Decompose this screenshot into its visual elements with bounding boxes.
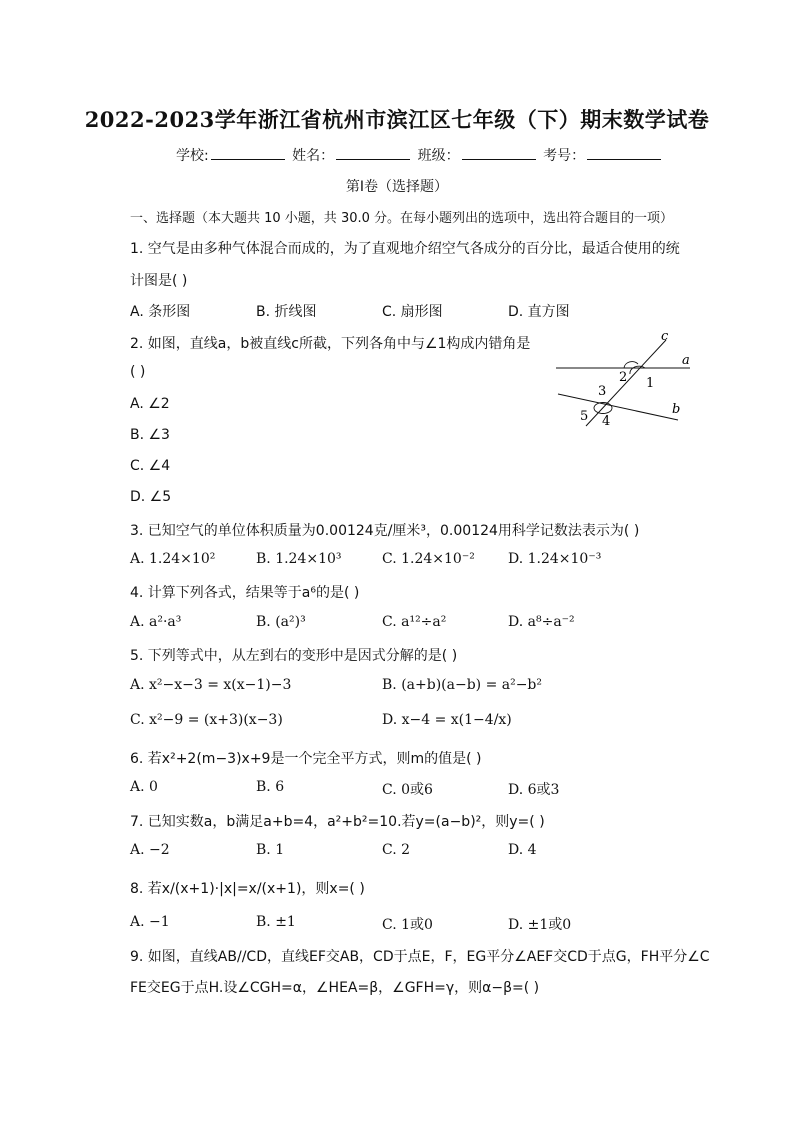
q6-option-c[interactable]: C. 0或6	[382, 782, 433, 798]
q5-text-line1: 5. 下列等式中，从左到右的变形中是因式分解的是( )	[130, 648, 458, 664]
q3-option-d[interactable]: D. 1.24×10⁻³	[508, 551, 602, 567]
q8-option-b[interactable]: B. ±1	[256, 914, 296, 930]
q1-option-a[interactable]: A. 条形图	[130, 304, 191, 320]
label-a: a	[682, 353, 690, 368]
q4-option-a[interactable]: A. a²·a³	[130, 614, 182, 630]
q1-option-b[interactable]: B. 折线图	[256, 304, 317, 320]
line-b	[558, 394, 681, 420]
q7-option-a[interactable]: A. −2	[130, 842, 170, 858]
name-blank[interactable]	[336, 147, 410, 160]
q7-option-b[interactable]: B. 1	[256, 842, 285, 858]
label-2: 2	[619, 370, 628, 385]
q8-option-d[interactable]: D. ±1或0	[508, 917, 572, 933]
class-blank[interactable]	[462, 147, 536, 160]
q2-option-a[interactable]: A. ∠2	[130, 396, 170, 412]
volume-heading: 第Ⅰ卷（选择题）	[345, 179, 449, 195]
label-4: 4	[602, 414, 611, 429]
q2-option-c[interactable]: C. ∠4	[130, 458, 171, 474]
school-label: 学校:	[176, 148, 209, 164]
q3-option-a[interactable]: A. 1.24×10²	[130, 551, 216, 567]
q2-figure	[548, 330, 698, 430]
q7-option-d[interactable]: D. 4	[508, 842, 537, 858]
q5-option-a[interactable]: A. x²−x−3 = x(x−1)−3	[130, 677, 292, 693]
q4-text-line1: 4. 计算下列各式，结果等于a⁶的是( )	[130, 585, 360, 601]
q1-option-d[interactable]: D. 直方图	[508, 304, 570, 320]
section-heading: 一、选择题（本大题共 10 小题，共 30.0 分。在每小题列出的选项中，选出符合题目的一项）	[130, 211, 674, 226]
q5-option-b[interactable]: B. (a+b)(a−b) = a²−b²	[382, 677, 543, 693]
exam-title: 2022-2023学年浙江省杭州市滨江区七年级（下）期末数学试卷	[84, 107, 710, 132]
q3-text-line1: 3. 已知空气的单位体积质量为0.00124克/厘米³，0.00124用科学记数法表示为( )	[130, 523, 640, 539]
q5-option-d[interactable]: D. x−4 = x(1−4/x)	[382, 712, 512, 728]
label-b: b	[672, 402, 681, 417]
school-blank[interactable]	[211, 147, 285, 160]
q9-text-line1: 9. 如图，直线AB//CD，直线EF交AB，CD于点E，F，EG平分∠AEF交CD于点G，FH平分∠C	[130, 949, 710, 965]
q8-option-a[interactable]: A. −1	[130, 914, 170, 930]
exam-number-label: 考号：	[543, 148, 586, 164]
q5-option-c[interactable]: C. x²−9 = (x+3)(x−3)	[130, 712, 283, 728]
label-5: 5	[580, 409, 589, 424]
exam-number-blank[interactable]	[587, 147, 661, 160]
q1-text-line2: 计图是( )	[130, 273, 188, 289]
q6-option-a[interactable]: A. 0	[130, 779, 158, 795]
angle-arc-2	[624, 362, 638, 368]
q8-option-c[interactable]: C. 1或0	[382, 917, 433, 933]
q7-text-line1: 7. 已知实数a，b满足a+b=4，a²+b²=10.若y=(a−b)²，则y=( )	[130, 814, 545, 830]
class-label: 班级：	[417, 148, 460, 164]
label-c: c	[661, 330, 669, 344]
label-3: 3	[598, 384, 607, 399]
q8-text-line1: 8. 若x/(x+1)·|x|=x/(x+1)，则x=( )	[130, 881, 365, 897]
q4-option-c[interactable]: C. a¹²÷a²	[382, 614, 447, 630]
q3-option-b[interactable]: B. 1.24×10³	[256, 551, 342, 567]
label-1: 1	[646, 376, 655, 391]
q4-option-b[interactable]: B. (a²)³	[256, 614, 306, 630]
name-label: 姓名：	[292, 148, 335, 164]
q1-text-line1: 1. 空气是由多种气体混合而成的，为了直观地介绍空气各成分的百分比，最适合使用的统	[130, 241, 680, 257]
q2-option-d[interactable]: D. ∠5	[130, 489, 172, 505]
student-info-line	[176, 145, 664, 165]
q2-option-b[interactable]: B. ∠3	[130, 427, 170, 443]
q6-text-line1: 6. 若x²+2(m−3)x+9是一个完全平方式，则m的值是( )	[130, 751, 482, 767]
q4-option-d[interactable]: D. a⁸÷a⁻²	[508, 614, 575, 630]
q2-text-line1: 2. 如图，直线a，b被直线c所截，下列各角中与∠1构成内错角是	[130, 336, 531, 352]
q3-option-c[interactable]: C. 1.24×10⁻²	[382, 551, 475, 567]
q7-option-c[interactable]: C. 2	[382, 842, 411, 858]
q2-text-line2: ( )	[130, 364, 146, 380]
q1-option-c[interactable]: C. 扇形图	[382, 304, 443, 320]
q9-text-line2: FE交EG于点H.设∠CGH=α，∠HEA=β，∠GFH=γ，则α−β=( )	[130, 980, 540, 996]
q6-option-d[interactable]: D. 6或3	[508, 782, 560, 798]
q6-option-b[interactable]: B. 6	[256, 779, 285, 795]
